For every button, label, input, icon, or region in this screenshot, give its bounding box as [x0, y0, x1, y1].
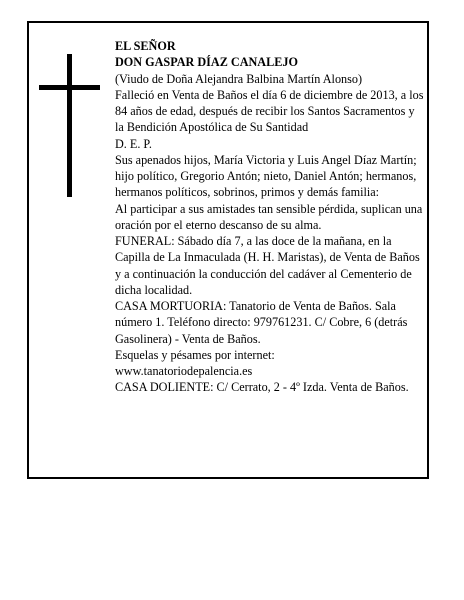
family-list: Sus apenados hijos, María Victoria y Luis Angel Díaz Martín; hijo político, Gregorio Antón; nieto, Daniel Antón; hermanos, hermanos políticos, sobrinos, primos y demás familia:	[115, 152, 417, 200]
rest-in-peace: D. E. P.	[115, 136, 152, 151]
cross-vertical-bar	[67, 54, 72, 197]
grieving-home: CASA DOLIENTE: C/ Cerrato, 2 - 4º Izda. Venta de Baños.	[115, 380, 409, 395]
obituary-text	[115, 38, 425, 396]
widower-line: (Viudo de Doña Alejandra Balbina Martín Alonso)	[115, 71, 363, 86]
funeral-details: FUNERAL: Sábado día 7, a las doce de la mañana, en la Capilla de La Inmaculada (H. H. Maristas), de Venta de Baños y a continuación la conducción del cadáver al Cementerio de dicha localidad.	[115, 234, 420, 297]
obituary-notice	[27, 21, 429, 479]
deceased-name: DON GASPAR DÍAZ CANALEJO	[115, 55, 298, 70]
prayer-request: Al participar a sus amistades tan sensible pérdida, suplican una oración por el eterno descanso de su alma.	[115, 201, 423, 232]
mortuary-details: CASA MORTUORIA: Tanatorio de Venta de Baños. Sala número 1. Teléfono directo: 979761231. C/ Cobre, 6 (detrás Gasolinera) - Venta de Baños.	[115, 299, 408, 346]
online-condolences-label: Esquelas y pésames por internet:	[115, 347, 275, 362]
online-condolences-url: www.tanatoriodepalencia.es	[115, 364, 253, 378]
death-statement: Falleció en Venta de Baños el día 6 de diciembre de 2013, a los 84 años de edad, después de recibir los Santos Sacramentos y la Bendición Apostólica de Su Santidad	[115, 87, 424, 135]
title-line: EL SEÑOR	[115, 39, 176, 53]
cross-horizontal-bar	[39, 85, 100, 90]
